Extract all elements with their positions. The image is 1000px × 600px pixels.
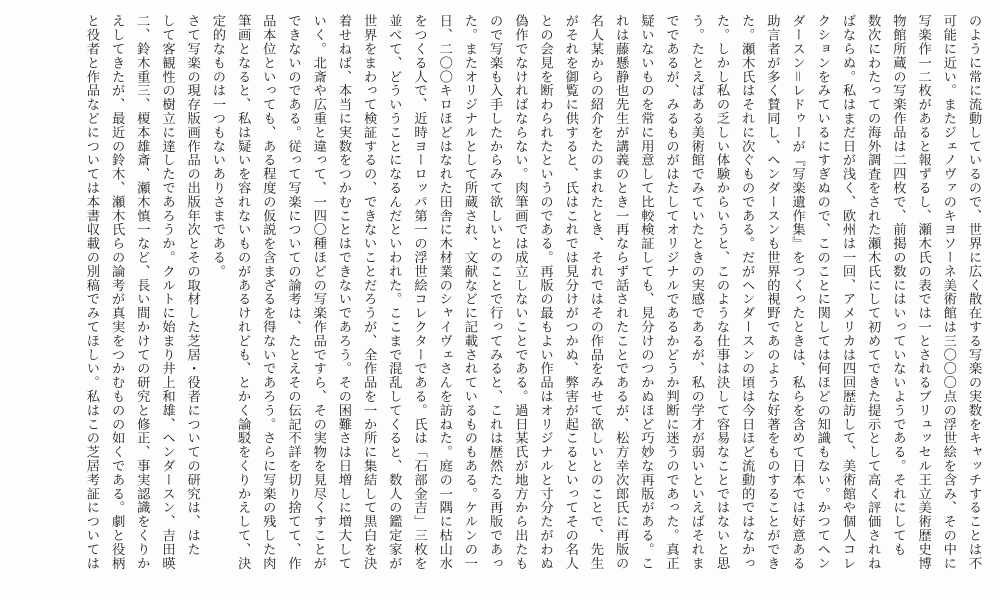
vertical-text-body — [6, 14, 986, 592]
text-column: た。瀬木氏はそれに次ぐものである。だがヘンダースンの頃は今日ほど流動的ではなかっ — [739, 14, 755, 570]
text-column: して客観性の樹立に達したであろうか。クルトに始まり井上和雄、ヘンダースン、吉田暎 — [159, 14, 175, 570]
text-column: 着せねば、本当に実数をつかむことはできないであろう。その困難さは日増しに増大して — [335, 14, 351, 570]
text-column: との会見を断わられたというのである。再版の最もよい作品はオリジナルと寸分たがわぬ — [537, 14, 553, 570]
text-column: でであるが、みるものがはたしてオリジナルであるかどうか判断に迷うのであった。真正 — [663, 14, 679, 570]
text-column: いく。北斎や広重と違って、一四〇種ほどの写楽作品ですら、その実物を見尽くすことが — [310, 14, 326, 570]
text-column: 写楽作一二枚があると報ずるし、瀬木氏の表では一とされるブリュッセル王立美術歴史博 — [915, 14, 931, 570]
text-column: 二、鈴木重三、榎本雄斎、瀬木慎一など、長い間かけての研究と修正、事実認識をくりか — [134, 14, 150, 570]
text-column: をつくる人で、近時ヨーロッパ第一の浮世絵コレクターである。氏は「石部金吉」三枚を — [411, 14, 427, 570]
text-column: う。たとえばある美術館でみていたときの実感であるが、私の学才が弱いといえばそれま — [688, 14, 704, 570]
text-column: 偽作でなければならない。肉筆画では成立しないことである。過日某氏が地方から出たも — [512, 14, 528, 570]
text-column: 疑いないものを常に用意して比較検証しても、見分けのつかぬほど巧妙な再版がある。こ — [638, 14, 654, 570]
text-column: がそれを御覧に供すると、氏はこれでは見分けがつかぬ、弊害が起こるといってその名人 — [562, 14, 578, 570]
text-column: 日、二〇〇キロほどはなれた田舎に木材業のシャイヴェさんを訪ねた。庭の一隅に枯山水 — [436, 14, 452, 570]
text-column: 定的なものは一つもないありさまである。 — [209, 14, 225, 279]
text-column: ばならぬ。私はまだ日が浅く、欧州は一回、アメリカは四回歴訪して、美術館や個人コレ — [839, 14, 855, 570]
text-column: 数次にわたっての海外調査をされた瀬木氏にして初めてできた提示として高く評価されね — [865, 14, 881, 570]
text-column: ダースン＝レドゥーが『写楽遺作集』をつくったときは、私らを含めて日本では好意ある — [789, 14, 805, 570]
text-column: た。しかし私の乏しい体験からいうと、このような仕事は決して容易なことではないと思 — [713, 14, 729, 570]
text-column: できないのである。従って写楽についての論考は、たとえその伝記不詳を切り捨てて、作 — [285, 14, 301, 570]
text-column: えしてきたが、最近の鈴木、瀬木氏らの論考が真実をつかむものの如くである。劇と役柄 — [109, 14, 125, 570]
text-column: のように常に流動しているので、世界に広く散在する写楽の実数をキャッチすることは不 — [966, 14, 981, 570]
text-column: ので写楽も入手したからみて欲しいとのことで行ってみると、これは歴然たる再版であっ — [487, 14, 503, 570]
text-column: さて写楽の現存版画作品の出版年次とその取材した芝居・役者についての研究は、はた — [184, 14, 200, 557]
text-column: 可能に近い。またジェノヴァのキヨソーネ美術館は三〇〇〇点の浮世絵を含み、その中に — [940, 14, 956, 570]
text-column: 物館所蔵の写楽作品は二四枚で、前掲の数にはいっていないようである。それにしても — [890, 14, 906, 557]
text-column: クションをみているにすぎぬので、このことに関しては何ほどの知識もない。かつてヘン — [814, 14, 830, 570]
text-column: れは藤懸静也先生が講義のとき一再ならず話されたことであるが、松方幸次郎氏に再版の — [613, 14, 629, 570]
text-column: 筆画となると、私は疑いを容れないものがあるけれども、とかく論駁をくりかえして、決 — [235, 14, 251, 570]
text-column: た。またオリジナルとして所蔵され、文献などに記載されているものもある。ケルンの一 — [461, 14, 477, 570]
text-column: 名人某からの紹介をたのまれたとき、それではその作品をみせて欲しいとのことで、先生 — [587, 14, 603, 570]
text-column: 品本位といっても、ある程度の仮説を含まざるを得ないであろう。さらに写楽の残した肉 — [260, 14, 276, 570]
text-column: 助言者が多く賛同し、ヘンダースンも世界的視野であのような好著をものすることができ — [764, 14, 780, 570]
text-column: 世界をまわって検証するの、できないことだろうが、全作品を一か所に集結して黒白を決 — [361, 14, 377, 570]
text-column: 並べて、どういうことになるんだといわれた。ここまで混乱してくると、数人の鑑定家が — [386, 14, 402, 570]
text-column: と役者と作品などについては本書収載の別稿でみてほしい。私はこの芝居考証については — [83, 14, 99, 570]
